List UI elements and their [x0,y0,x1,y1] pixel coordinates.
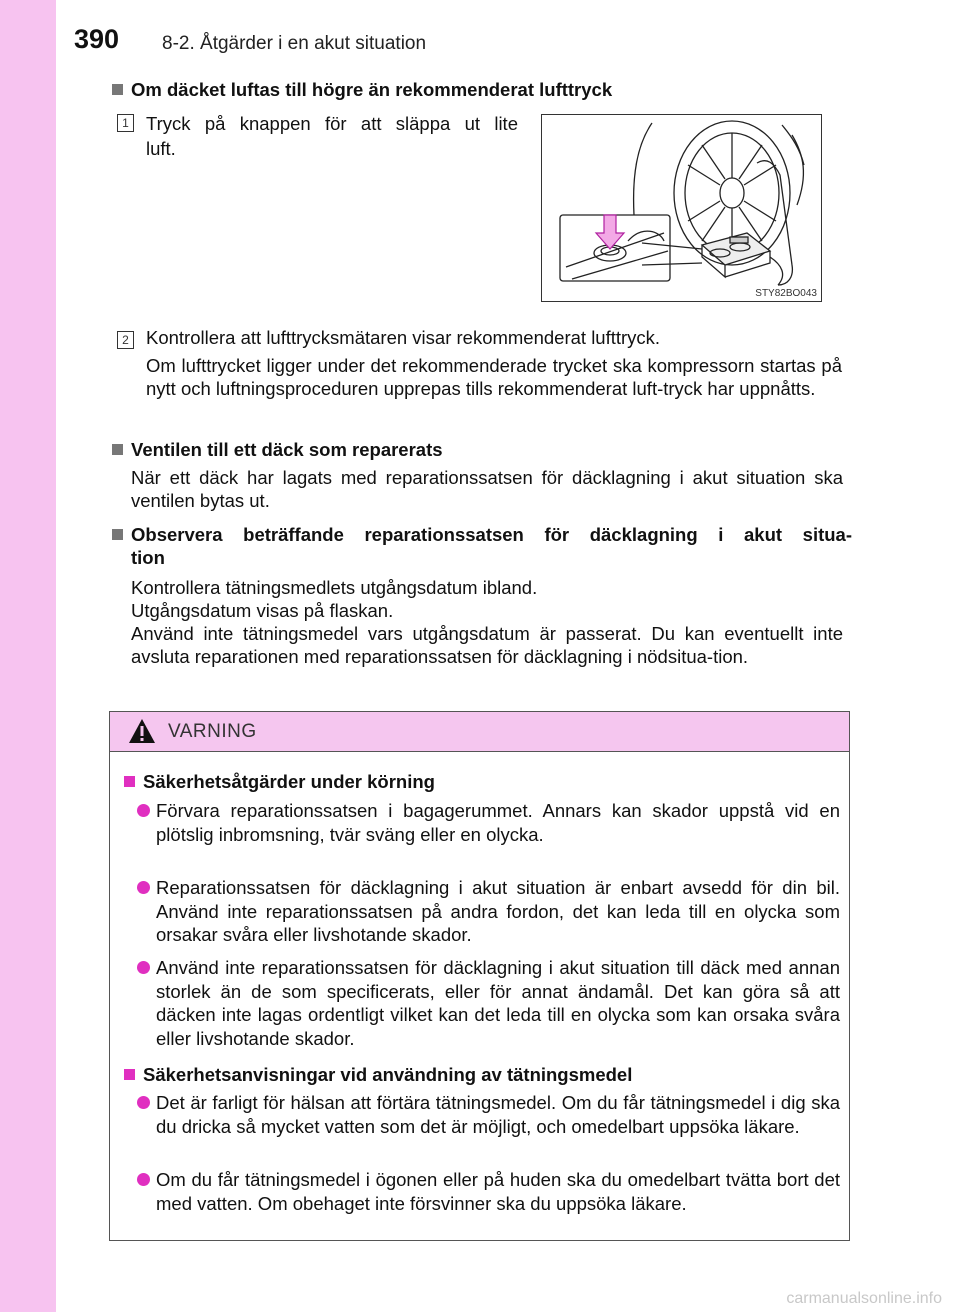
warning-triangle-icon [127,717,157,745]
warning-bullet-5: Om du får tätningsmedel i ögonen eller på huden ska du omedelbart tvätta bort det med vatten. Om obehaget inte försvinner ska du uppsöka läkare. [156,1168,840,1215]
observe-line1: Kontrollera tätningsmedlets utgångsdatum ibland. [131,577,538,598]
warning-box [109,711,850,1241]
step-1-text [146,111,518,161]
square-bullet-icon [124,776,135,787]
bullet-dot-icon [137,1173,150,1186]
tire-compressor-illustration [542,115,821,301]
warning-bullet-4: Det är farligt för hälsan att förtära tätningsmedel. Om du får tätningsmedel i dig ska du dricka så mycket vatten som det är möjligt, och omedelbart uppsöka läkare. [156,1091,840,1138]
bullet-dot-icon [137,881,150,894]
square-bullet-icon [112,529,123,540]
step-1-line1: Tryck på knappen för att släppa ut lite [146,113,518,134]
watermark: carmanualsonline.info [786,1290,942,1307]
heading-text: Ventilen till ett däck som reparerats [131,439,443,460]
heading-text: Observera beträffande reparationssatsen för däcklagning i akut situa- [131,524,852,545]
bullet-dot-icon [137,1096,150,1109]
observe-line3: Använd inte tätningsmedel vars utgångsdatum är passerat. Du kan eventuellt inte avsluta reparationen med reparationssatsen för däcklagning i nödsitua-tion. [131,623,843,667]
warning-heading-driving [124,770,435,793]
warning-heading-text: Säkerhetsåtgärder under körning [143,771,435,792]
warning-bullet-1: Förvara reparationssatsen i bagagerummet. Annars kan skador uppstå vid en plötslig inbromsning, tvär sväng eller en olycka. [156,799,840,846]
warning-title: VARNING [168,721,257,742]
warning-heading-text: Säkerhetsanvisningar vid användning av tätningsmedel [143,1064,633,1085]
section-title: 8-2. Åtgärder i en akut situation [162,33,427,54]
step-2-detail: Om lufttrycket ligger under det rekommenderade trycket ska kompressorn startas på nytt och luftningsproceduren upprepas tills rekommenderat luft-tryck har uppnåtts. [146,355,842,399]
page-number: 390 [74,24,120,54]
step-2-text: Kontrollera att lufttrycksmätaren visar rekommenderat lufttryck. [146,327,661,348]
step-number-2: 2 [117,331,134,349]
warning-bullet-3: Använd inte reparationssatsen för däcklagning i akut situation till däck med annan storlek än de som specificerats, eller för annat ändamål. Det kan göra så att däcken inte lagas ordentligt vilket kan det leda till en olycka som kan orsaka svåra eller livshotande skador. [156,956,840,1050]
square-bullet-icon [112,84,123,95]
observe-paragraph [131,576,843,668]
figure-caption: STY82BO043 [755,288,817,299]
heading-overinflation [112,78,852,101]
square-bullet-icon [112,444,123,455]
heading-observe [112,523,852,569]
warning-heading-sealant [124,1063,632,1086]
step-number-1: 1 [117,114,134,132]
heading-valve [112,438,852,461]
step-1-line2: luft. [146,138,176,159]
warning-bullet-2: Reparationssatsen för däcklagning i akut situation är enbart avsedd för din bil. Använd inte reparationssatsen på andra fordon, det kan leda till en olycka som orsakar svåra eller livshotande skador. [156,876,840,947]
heading-text: Om däcket luftas till högre än rekommenderat lufttryck [131,79,613,100]
observe-line2: Utgångsdatum visas på flaskan. [131,600,394,621]
heading-text-cont: tion [131,547,165,568]
figure-tire-compressor [541,114,822,302]
bullet-dot-icon [137,804,150,817]
warning-header [110,712,849,752]
square-bullet-icon [124,1069,135,1080]
side-tab [0,0,56,1312]
bullet-dot-icon [137,961,150,974]
valve-paragraph: När ett däck har lagats med reparationssatsen för däcklagning i akut situation ska ventilen bytas ut. [131,467,843,511]
